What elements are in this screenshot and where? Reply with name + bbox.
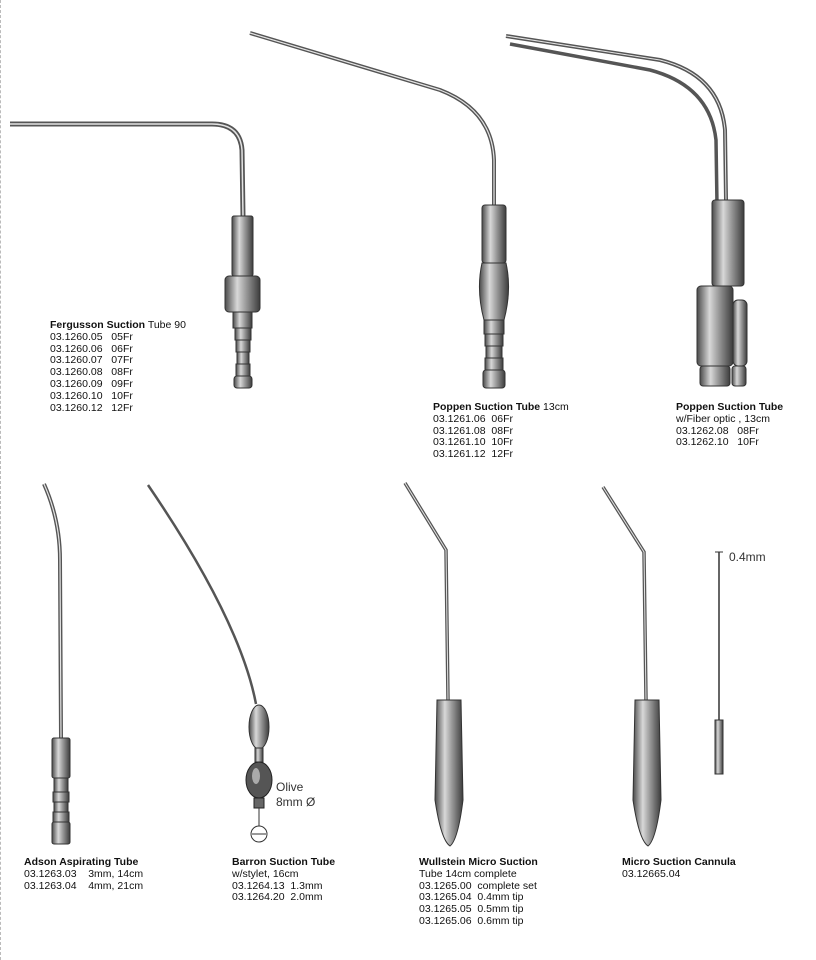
product-micro-suction-cannula — [622, 857, 736, 881]
micro-suction-cannula-image — [603, 487, 661, 846]
product-line: 03.1260.12 12Fr — [50, 401, 133, 414]
product-line: 03.1263.04 4mm, 21cm — [24, 879, 144, 892]
adson-aspirating-tube-image — [44, 484, 70, 844]
product-title: Fergusson Suction Tube 90 — [50, 319, 186, 331]
product-title: Wullstein Micro Suction — [419, 856, 538, 868]
olive-size-label: 8mm Ø — [276, 795, 316, 809]
product-line: 03.12665.04 — [622, 867, 681, 880]
poppen-fiber-optic-tube-image — [506, 36, 747, 386]
product-line: 03.1265.04 0.4mm tip — [419, 891, 524, 904]
product-line: 03.1261.08 08Fr — [433, 424, 513, 437]
product-title: Barron Suction Tube — [232, 856, 336, 868]
barron-suction-tube-image — [148, 485, 272, 842]
product-fergusson — [50, 320, 186, 414]
product-title: Adson Aspirating Tube — [24, 856, 139, 868]
product-line: 03.1262.08 08Fr — [676, 424, 759, 437]
product-title: Poppen Suction Tube 13cm — [433, 401, 569, 413]
product-line: w/stylet, 16cm — [232, 867, 299, 880]
product-line: 03.1261.06 06Fr — [433, 412, 513, 425]
product-wullstein — [419, 857, 538, 928]
product-barron — [232, 857, 335, 904]
product-line: 03.1264.13 1.3mm — [232, 879, 323, 892]
product-line: 03.1260.09 09Fr — [50, 377, 133, 390]
poppen-suction-tube-image — [250, 33, 509, 388]
product-line: 03.1261.10 10Fr — [433, 436, 513, 449]
olive-label: Olive — [276, 780, 304, 794]
product-line: 03.1260.07 07Fr — [50, 354, 133, 367]
product-line: 03.1264.20 2.0mm — [232, 891, 323, 904]
product-poppen-13cm — [433, 402, 569, 461]
product-line: Tube 14cm complete — [419, 867, 517, 880]
product-line: 03.1265.00 complete set — [419, 879, 537, 892]
tip-detail-image — [715, 552, 723, 774]
product-title: Poppen Suction Tube — [676, 401, 784, 413]
product-line: 03.1263.03 3mm, 14cm — [24, 867, 144, 880]
product-line: 03.1260.06 06Fr — [50, 342, 133, 355]
wullstein-micro-suction-image — [405, 483, 463, 846]
product-line: 03.1260.08 08Fr — [50, 366, 133, 379]
product-line: 03.1265.06 0.6mm tip — [419, 914, 524, 927]
product-line: 03.1265.05 0.5mm tip — [419, 903, 524, 916]
product-line: 03.1261.12 12Fr — [433, 448, 513, 461]
product-line: w/Fiber optic , 13cm — [676, 412, 770, 425]
product-line: 03.1260.05 05Fr — [50, 330, 133, 343]
product-title: Micro Suction Cannula — [622, 856, 736, 868]
product-line: 03.1262.10 10Fr — [676, 436, 759, 449]
tip-size-label: 0.4mm — [729, 550, 766, 564]
product-line: 03.1260.10 10Fr — [50, 389, 133, 402]
product-poppen-fiber-optic — [676, 402, 783, 449]
product-adson — [24, 857, 143, 892]
